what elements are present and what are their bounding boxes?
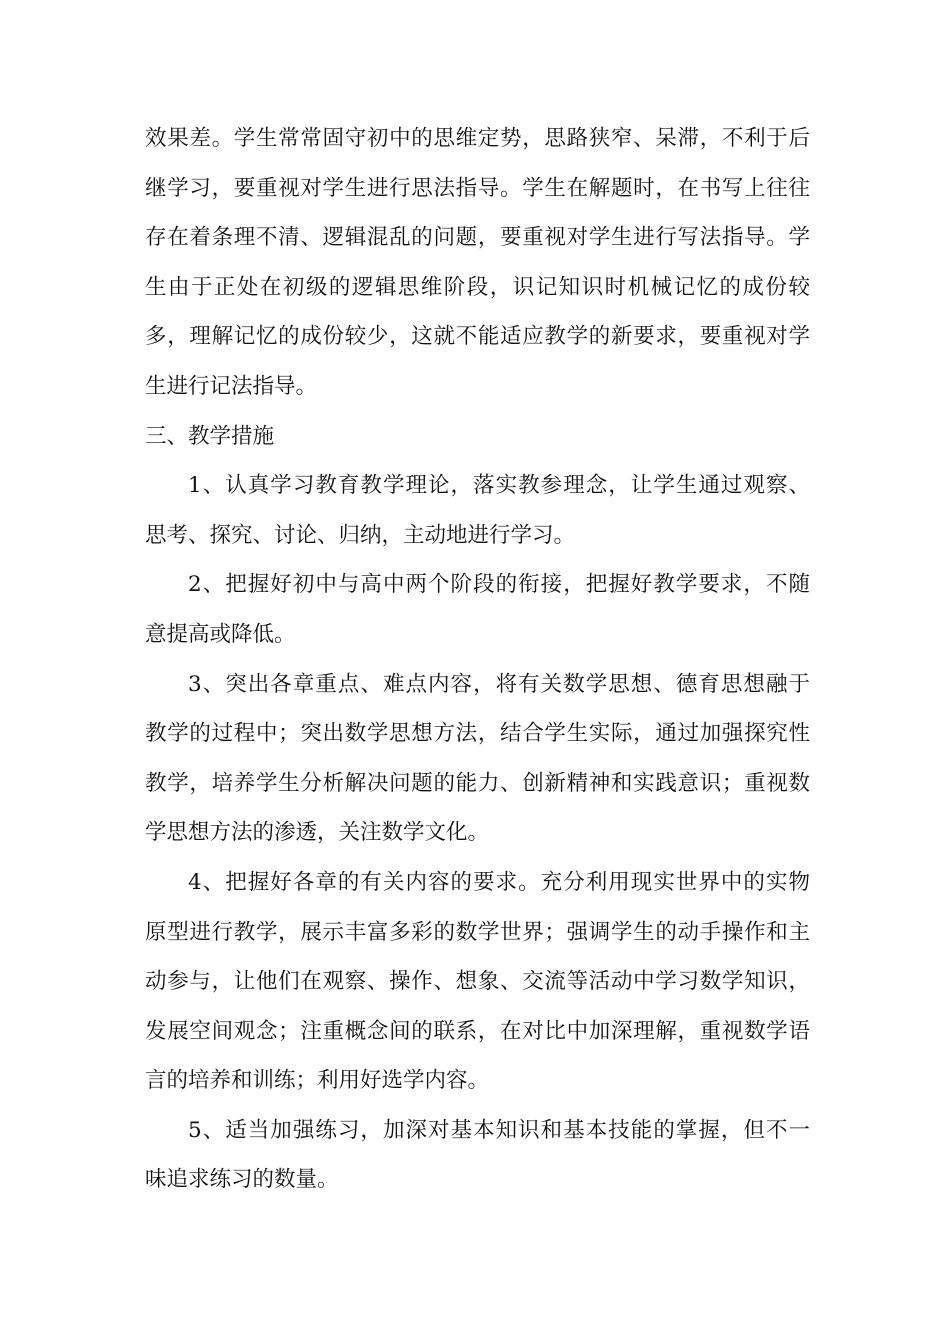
list-item-5 (145, 1106, 810, 1205)
text-line: 发展空间观念；注重概念间的联系，在对比中加深理解，重视数学语 (145, 1018, 810, 1044)
text-line: 生由于正处在初级的逻辑思维阶段，识记知识时机械记忆的成份较 (145, 274, 810, 300)
text-line: 教学，培养学生分析解决问题的能力、创新精神和实践意识；重视数 (145, 770, 810, 796)
text-line: 学思想方法的渗透，关注数学文化。 (145, 820, 490, 846)
text-line: 味追求练习的数量。 (145, 1167, 339, 1193)
paragraph-continuation (145, 114, 810, 412)
text-line: 5、适当加强练习，加深对基本知识和基本技能的掌握，但不一 (188, 1117, 810, 1143)
list-item-1 (145, 461, 810, 560)
text-line: 4、把握好各章的有关内容的要求。充分利用现实世界中的实物 (188, 869, 810, 895)
text-line: 3、突出各章重点、难点内容，将有关数学思想、德育思想融于 (188, 671, 810, 697)
text-line: 思考、探究、讨论、归纳，主动地进行学习。 (145, 522, 576, 548)
text-line: 效果差。学生常常固守初中的思维定势，思路狭窄、呆滞，不利于后 (145, 126, 810, 151)
document-body (145, 114, 810, 1205)
text-line: 意提高或降低。 (145, 621, 296, 647)
text-line: 原型进行教学，展示丰富多彩的数学世界；强调学生的动手操作和主 (145, 919, 810, 945)
list-item-3 (145, 660, 810, 858)
list-item-4 (145, 858, 810, 1106)
list-item-2 (145, 560, 810, 659)
text-line: 2、把握好初中与高中两个阶段的衔接，把握好教学要求，不随 (188, 572, 810, 598)
text-line: 继学习，要重视对学生进行思法指导。学生在解题时，在书写上往往 (145, 175, 810, 201)
text-line: 生进行记法指导。 (145, 373, 318, 399)
section-heading (145, 412, 810, 462)
text-line: 多，理解记忆的成份较少，这就不能适应教学的新要求，要重视对学 (145, 324, 810, 350)
text-line: 存在着条理不清、逻辑混乱的问题，要重视对学生进行写法指导。学 (145, 225, 810, 251)
section-heading-text: 三、教学措施 (145, 423, 275, 449)
text-line: 动参与，让他们在观察、操作、想象、交流等活动中学习数学知识， (145, 969, 810, 995)
text-line: 教学的过程中；突出数学思想方法，结合学生实际，通过加强探究性 (145, 721, 810, 747)
text-line: 1、认真学习教育教学理论，落实教参理念，让学生通过观察、 (188, 473, 810, 499)
text-line: 言的培养和训练；利用好选学内容。 (145, 1068, 490, 1094)
